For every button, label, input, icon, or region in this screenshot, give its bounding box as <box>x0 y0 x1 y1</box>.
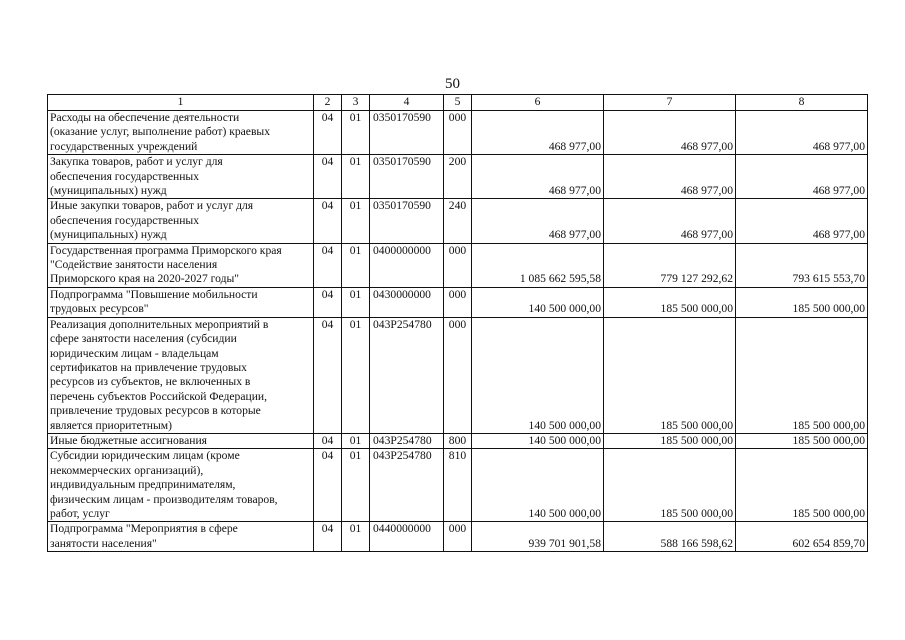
expense-type-cell: 000 <box>444 243 472 287</box>
expense-name-cell <box>48 243 314 287</box>
header-cell-8: 8 <box>736 95 868 111</box>
page-number: 50 <box>445 76 460 92</box>
expense-name-line: Расходы на обеспечение деятельности <box>50 111 240 124</box>
amount-col7-cell: 468 977,00 <box>604 111 736 155</box>
expense-name-line: привлечение трудовых ресурсов в которые <box>50 404 261 418</box>
table-row <box>48 199 868 243</box>
amount-col6-cell: 140 500 000,00 <box>472 449 604 522</box>
amount-col7-cell: 185 500 000,00 <box>604 449 736 522</box>
expense-name-line: физическим лицам - производителям товаров, <box>50 492 278 506</box>
amount-col8-cell: 602 654 859,70 <box>736 522 868 552</box>
header-cell-1: 1 <box>48 95 314 111</box>
expense-name-line: некоммерческих организаций), <box>50 463 204 477</box>
table-row <box>48 433 868 448</box>
header-cell-3: 3 <box>342 95 370 111</box>
table-body <box>48 111 868 552</box>
subsection-code-cell: 01 <box>342 433 370 448</box>
table-row <box>48 287 868 317</box>
table-row <box>48 111 868 155</box>
amount-col6-cell: 939 701 901,58 <box>472 522 604 552</box>
subsection-code-cell: 01 <box>342 522 370 552</box>
amount-col7-cell: 185 500 000,00 <box>604 287 736 317</box>
expense-name-line: юридическим лицам - владельцам <box>50 346 219 360</box>
expense-name-line: обеспечения государственных <box>50 169 200 183</box>
amount-col8-cell: 185 500 000,00 <box>736 317 868 433</box>
section-code-cell: 04 <box>314 449 342 522</box>
section-code-cell: 04 <box>314 522 342 552</box>
amount-col8-cell: 185 500 000,00 <box>736 433 868 448</box>
amount-col8-cell: 468 977,00 <box>736 155 868 199</box>
section-code-cell: 04 <box>314 287 342 317</box>
subsection-code-cell: 01 <box>342 449 370 522</box>
target-article-cell: 0350170590 <box>370 155 444 199</box>
expense-name-line: Субсидии юридическим лицам (кроме <box>50 449 240 463</box>
subsection-code-cell: 01 <box>342 155 370 199</box>
expense-type-cell: 000 <box>444 111 472 155</box>
target-article-cell: 043Р254780 <box>370 433 444 448</box>
expense-name-cell <box>48 317 314 433</box>
expense-name-line: занятости населения" <box>50 536 157 550</box>
table-header <box>48 95 868 111</box>
section-code-cell: 04 <box>314 111 342 155</box>
expense-name-line: Реализация дополнительных мероприятий в <box>50 317 269 331</box>
amount-col7-cell: 588 166 598,62 <box>604 522 736 552</box>
expense-type-cell: 200 <box>444 155 472 199</box>
target-article-cell: 043Р254780 <box>370 317 444 433</box>
amount-col6-cell: 468 977,00 <box>472 199 604 243</box>
expense-name-line: ресурсов из субъектов, не включенных в <box>50 375 251 389</box>
table-row <box>48 243 868 287</box>
header-cell-4: 4 <box>370 95 444 111</box>
expense-name-line: работ, услуг <box>50 506 110 520</box>
expense-name-line: является приоритетным) <box>50 418 172 432</box>
expense-name-line: обеспечения государственных <box>50 213 200 227</box>
subsection-code-cell: 01 <box>342 287 370 317</box>
expense-name-line: сфере занятости населения (субсидии <box>50 332 237 346</box>
amount-col7-cell: 468 977,00 <box>604 155 736 199</box>
amount-col8-cell: 468 977,00 <box>736 199 868 243</box>
expense-name-line: Подпрограмма "Повышение мобильности <box>50 287 258 301</box>
expense-type-cell: 000 <box>444 317 472 433</box>
amount-col6-cell: 468 977,00 <box>472 155 604 199</box>
expense-name-line: сертификатов на привлечение трудовых <box>50 360 247 374</box>
expense-name-cell <box>48 155 314 199</box>
amount-col8-cell: 468 977,00 <box>736 111 868 155</box>
section-code-cell: 04 <box>314 199 342 243</box>
expense-name-line: государственных учреждений <box>50 139 198 153</box>
expense-name-line: Закупка товаров, работ и услуг для <box>50 155 223 169</box>
header-row <box>48 95 868 111</box>
table-row <box>48 449 868 522</box>
expense-name-line: "Содействие занятости населения <box>50 258 218 272</box>
expense-name-line: индивидуальным предпринимателям, <box>50 478 236 492</box>
expense-name-cell <box>48 287 314 317</box>
expense-type-cell: 000 <box>444 287 472 317</box>
expense-name-cell <box>48 522 314 552</box>
expense-name-cell <box>48 433 314 448</box>
subsection-code-cell: 01 <box>342 243 370 287</box>
header-cell-2: 2 <box>314 95 342 111</box>
budget-table <box>47 94 868 552</box>
table-row <box>48 522 868 552</box>
amount-col6-cell: 140 500 000,00 <box>472 317 604 433</box>
section-code-cell: 04 <box>314 243 342 287</box>
expense-name-line: Подпрограмма "Мероприятия в сфере <box>50 522 238 536</box>
amount-col8-cell: 185 500 000,00 <box>736 449 868 522</box>
amount-col7-cell: 468 977,00 <box>604 199 736 243</box>
expense-type-cell: 240 <box>444 199 472 243</box>
header-cell-5: 5 <box>444 95 472 111</box>
amount-col8-cell: 185 500 000,00 <box>736 287 868 317</box>
expense-name-line: Иные закупки товаров, работ и услуг для <box>50 199 254 213</box>
target-article-cell: 0350170590 <box>370 199 444 243</box>
subsection-code-cell: 01 <box>342 317 370 433</box>
expense-name-cell <box>48 449 314 522</box>
subsection-code-cell: 01 <box>342 111 370 155</box>
expense-name-cell <box>48 111 314 155</box>
amount-col7-cell: 185 500 000,00 <box>604 433 736 448</box>
header-cell-7: 7 <box>604 95 736 111</box>
amount-col7-cell: 779 127 292,62 <box>604 243 736 287</box>
expense-name-line: (муниципальных) нужд <box>50 184 167 198</box>
expense-name-line: (оказание услуг, выполнение работ) краевых <box>50 125 271 139</box>
amount-col8-cell: 793 615 553,70 <box>736 243 868 287</box>
expense-type-cell: 800 <box>444 433 472 448</box>
section-code-cell: 04 <box>314 433 342 448</box>
section-code-cell: 04 <box>314 155 342 199</box>
amount-col6-cell: 468 977,00 <box>472 111 604 155</box>
target-article-cell: 0430000000 <box>370 287 444 317</box>
table-row <box>48 155 868 199</box>
expense-name-line: перечень субъектов Российской Федерации, <box>50 389 268 403</box>
expense-name-line: Приморского края на 2020-2027 годы" <box>50 272 239 286</box>
amount-col6-cell: 1 085 662 595,58 <box>472 243 604 287</box>
expense-name-line: Государственная программа Приморского края <box>50 243 282 257</box>
subsection-code-cell: 01 <box>342 199 370 243</box>
amount-col7-cell: 185 500 000,00 <box>604 317 736 433</box>
expense-name-line: трудовых ресурсов" <box>50 302 149 316</box>
amount-col6-cell: 140 500 000,00 <box>472 433 604 448</box>
section-code-cell: 04 <box>314 317 342 433</box>
expense-type-cell: 810 <box>444 449 472 522</box>
expense-name-line: Иные бюджетные ассигнования <box>50 433 207 447</box>
target-article-cell: 0400000000 <box>370 243 444 287</box>
expense-type-cell: 000 <box>444 522 472 552</box>
header-cell-6: 6 <box>472 95 604 111</box>
expense-name-line: (муниципальных) нужд <box>50 228 167 242</box>
target-article-cell: 043Р254780 <box>370 449 444 522</box>
expense-name-cell <box>48 199 314 243</box>
target-article-cell: 0440000000 <box>370 522 444 552</box>
table-row <box>48 317 868 433</box>
target-article-cell: 0350170590 <box>370 111 444 155</box>
amount-col6-cell: 140 500 000,00 <box>472 287 604 317</box>
